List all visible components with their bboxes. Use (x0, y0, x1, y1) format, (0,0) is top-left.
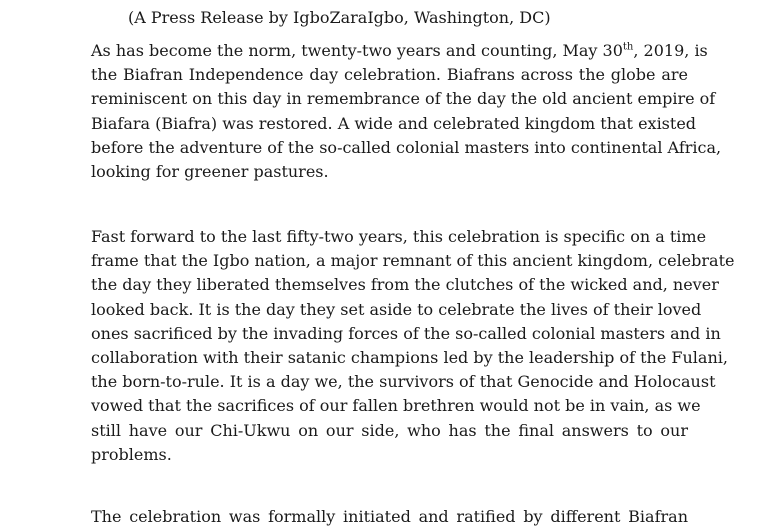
paragraph-line: problems. (91, 444, 172, 464)
paragraph-line: before the adventure of the so-called colonial masters into continental Africa, (91, 137, 722, 157)
paragraph-line: ones sacrificed by the invading forces of the so-called colonial masters and in (91, 323, 721, 343)
paragraph-line: The celebration was formally initiated and ratified by different Biafran (91, 507, 688, 526)
press-release-byline: (A Press Release by IgboZaraIgbo, Washington, DC) (128, 8, 551, 27)
paragraph-line: the born-to-rule. It is a day we, the survivors of that Genocide and Holocaust (91, 372, 716, 392)
paragraph-line: the Biafran Independence day celebration. Biafrans across the globe are (91, 65, 688, 85)
paragraph-line: Biafara (Biafra) was restored. A wide and celebrated kingdom that existed (91, 113, 697, 133)
paragraph-line: looking for greener pastures. (91, 162, 329, 182)
paragraph-line (91, 39, 708, 63)
paragraph-line: collaboration with their satanic champions led by the leadership of the Fulani, (91, 348, 728, 368)
line-text: , 2019, is (633, 41, 708, 60)
paragraph-fifty-two-years (91, 225, 735, 467)
ordinal-suffix: th (622, 41, 634, 53)
paragraph-line: Fast forward to the last fifty-two years, this celebration is specific on a time (91, 227, 707, 246)
paragraph-line: looked back. It is the day they set aside to celebrate the lives of their loved (91, 299, 702, 319)
line-text: As has become the norm, twenty-two years and counting, May 30 (91, 41, 623, 60)
paragraph-independence-day (91, 39, 722, 184)
paragraph-line: reminiscent on this day in remembrance of the day the old ancient empire of (91, 89, 716, 109)
paragraph-line: vowed that the sacrifices of our fallen brethren would not be in vain, as we (91, 396, 701, 416)
paragraph-line: still have our Chi-Ukwu on our side, who has the final answers to our (91, 420, 688, 440)
paragraph-line: frame that the Igbo nation, a major remnant of this ancient kingdom, celebrate (91, 251, 735, 271)
paragraph-celebration-initiated (91, 505, 688, 529)
paragraph-line: the day they liberated themselves from the clutches of the wicked and, never (91, 275, 719, 295)
